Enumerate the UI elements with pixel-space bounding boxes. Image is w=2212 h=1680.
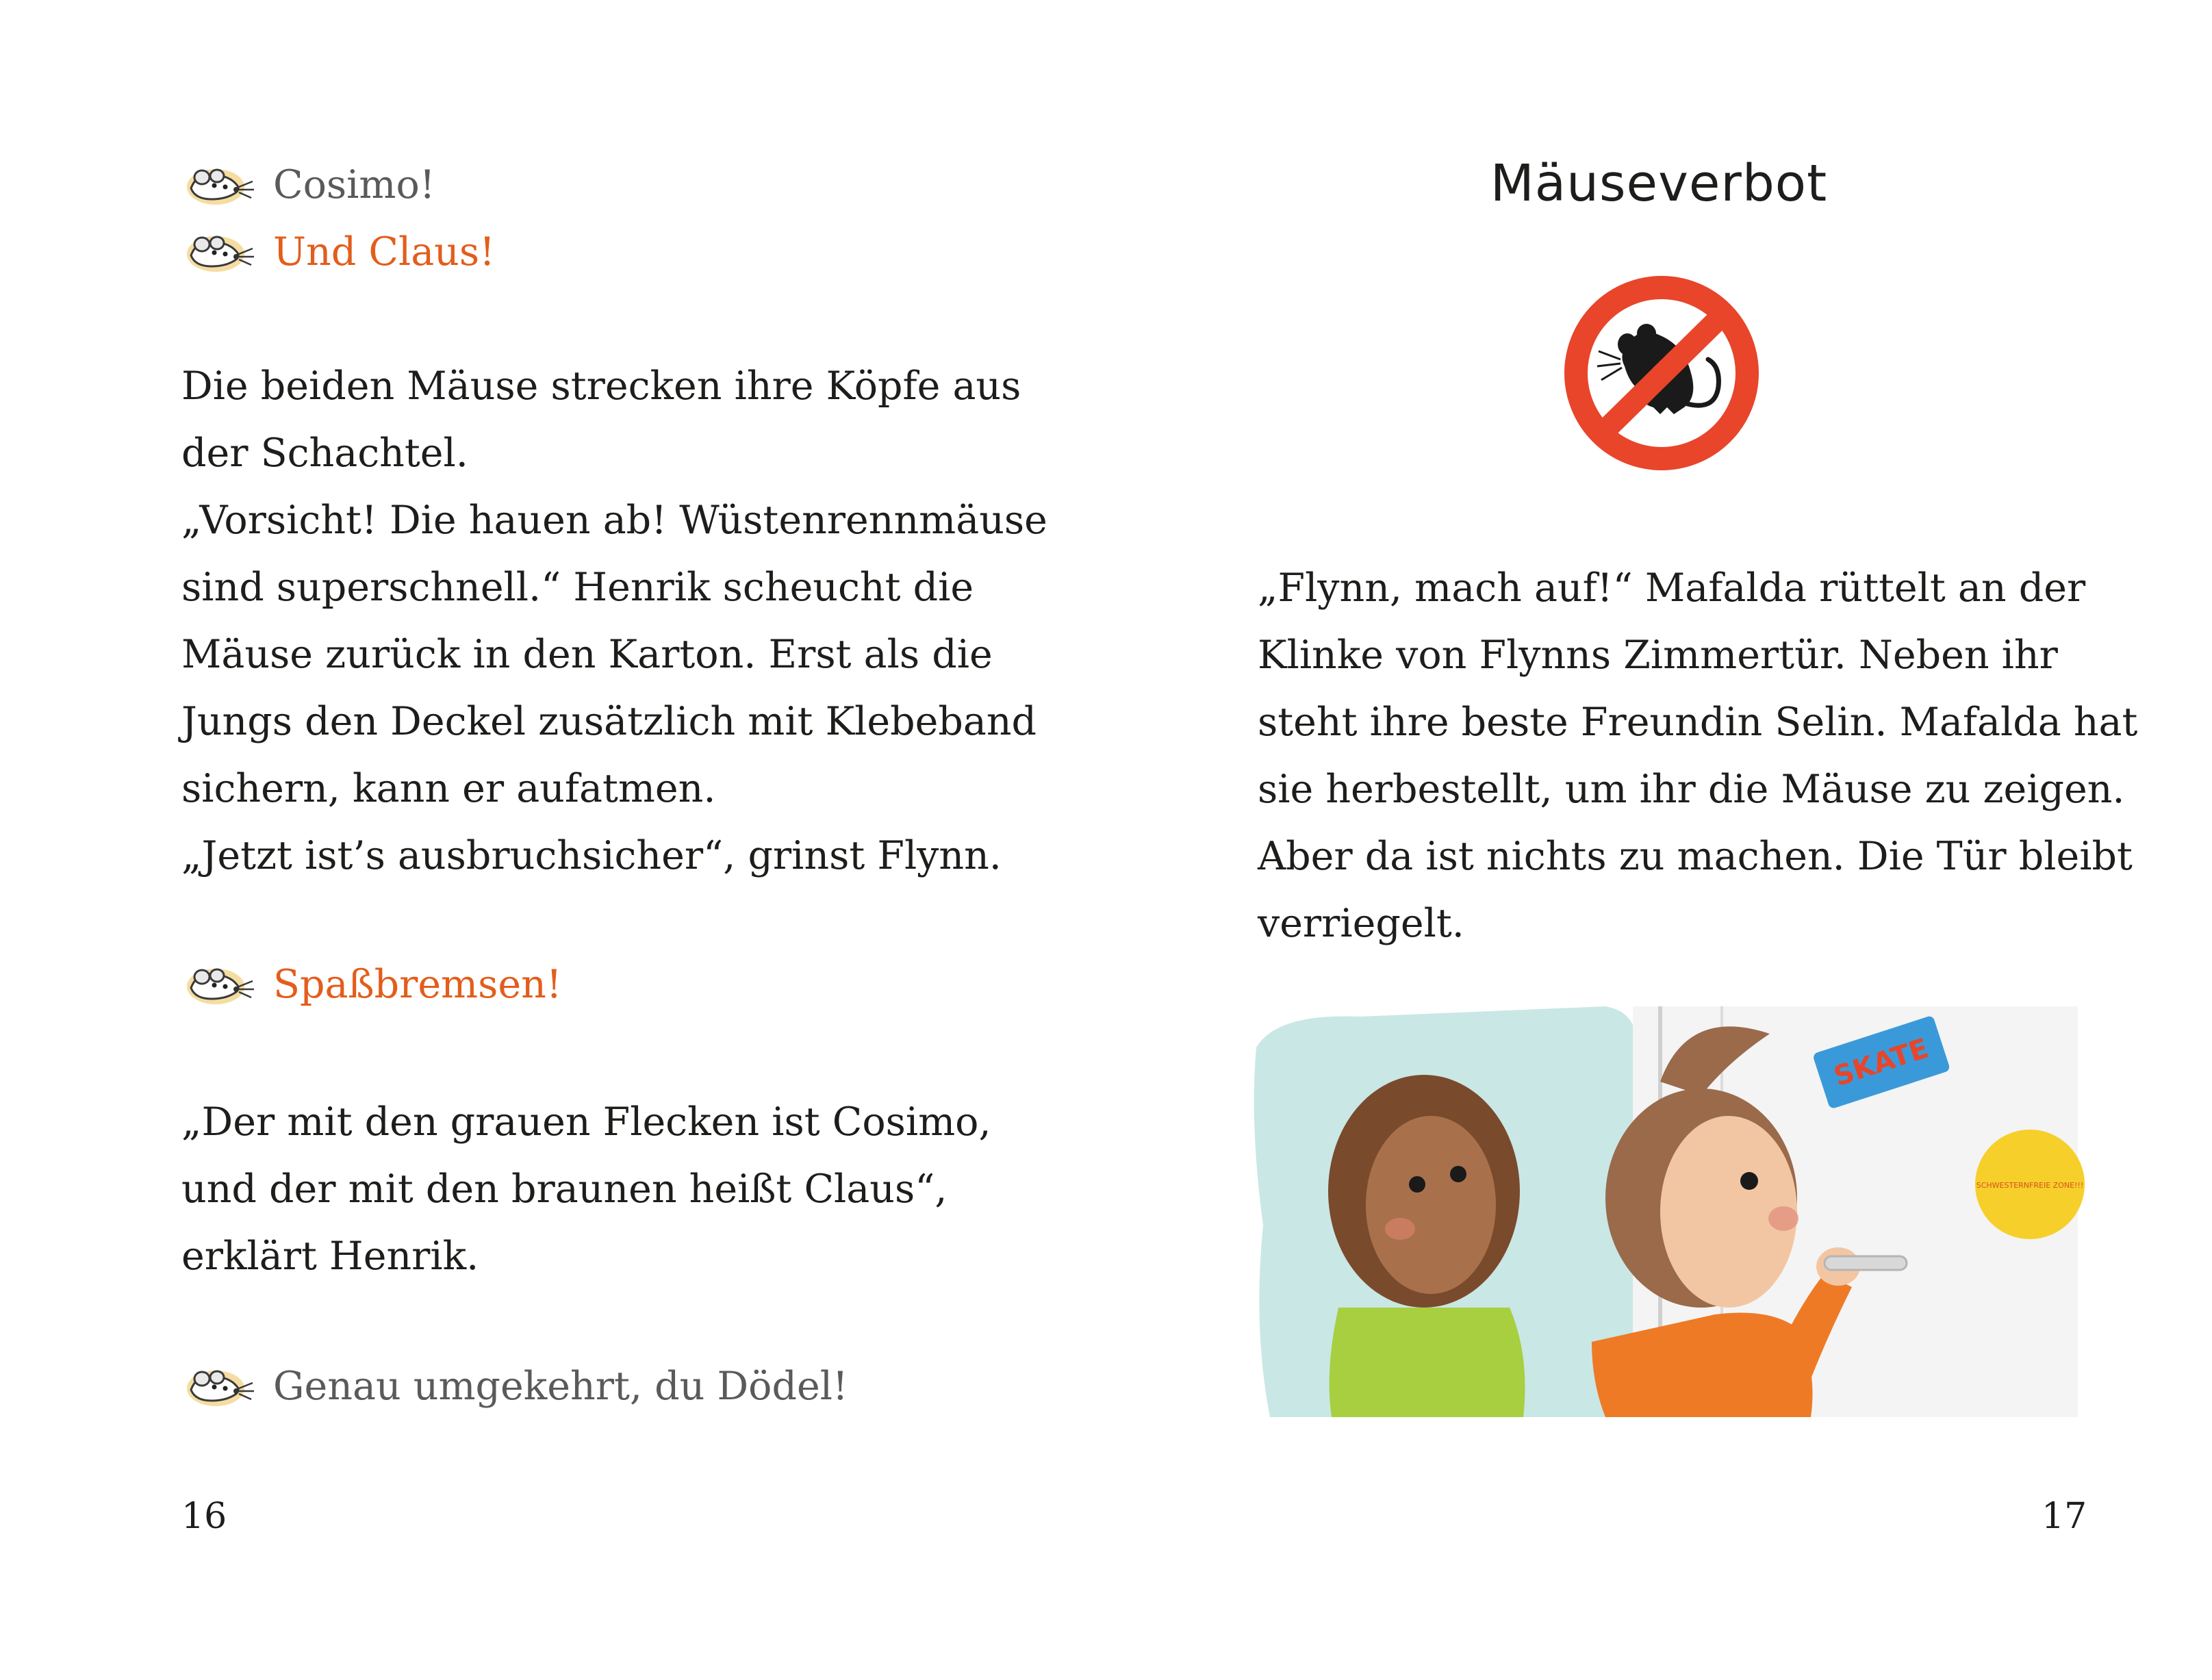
text-line: „Vorsicht! Die hauen ab! Wüstenrennmäuse xyxy=(181,498,1047,543)
text-line: Aber da ist nichts zu machen. Die Tür bleibt xyxy=(1258,834,2133,879)
mouse-icon xyxy=(181,161,257,209)
text-line: sind superschnell.“ Henrik scheucht die xyxy=(181,565,974,610)
speech-line-genau xyxy=(181,1352,848,1421)
speech-text: Spaßbremsen! xyxy=(273,962,562,1007)
round-sticker-text: SCHWESTERNFREIE ZONE!!! xyxy=(1976,1181,2084,1190)
text-line: steht ihre beste Freundin Selin. Mafalda hat xyxy=(1258,700,2138,745)
skate-sticker-text: SKATE xyxy=(1830,1032,1933,1093)
speech-line-cosimo xyxy=(181,151,435,219)
text-line: „Jetzt ist’s ausbruchsicher“, grinst Flynn. xyxy=(181,833,1002,878)
text-line: Klinke von Flynns Zimmertür. Neben ihr xyxy=(1258,633,2058,678)
text-line: sichern, kann er aufatmen. xyxy=(181,766,716,811)
speech-line-spassbremsen xyxy=(181,950,562,1019)
door-illustration xyxy=(1249,986,2098,1424)
text-line: „Der mit den grauen Flecken ist Cosimo, xyxy=(181,1099,991,1145)
text-line: Mäuse zurück in den Karton. Erst als die xyxy=(181,632,993,677)
speech-text: Genau umgekehrt, du Dödel! xyxy=(273,1364,848,1409)
no-mice-sign-icon xyxy=(1544,270,1780,476)
speech-text: Cosimo! xyxy=(273,162,435,207)
text-line: sie herbestellt, um ihr die Mäuse zu zeigen. xyxy=(1258,767,2125,812)
mouse-icon xyxy=(181,228,257,276)
text-line: Jungs den Deckel zusätzlich mit Klebeband xyxy=(181,699,1037,744)
text-line: verriegelt. xyxy=(1258,901,1464,946)
page-number: 17 xyxy=(2042,1496,2087,1537)
speech-text: Und Claus! xyxy=(273,229,496,275)
text-line: „Flynn, mach auf!“ Mafalda rüttelt an der xyxy=(1258,565,2086,611)
mouse-icon xyxy=(181,1362,257,1410)
text-line: Die beiden Mäuse strecken ihre Köpfe aus xyxy=(181,364,1021,409)
text-line: der Schachtel. xyxy=(181,431,468,476)
right-page xyxy=(1106,0,2212,1680)
speech-line-claus xyxy=(181,218,495,286)
text-line: erklärt Henrik. xyxy=(181,1234,479,1279)
mouse-icon xyxy=(181,960,257,1008)
chapter-title: Mäuseverbot xyxy=(1490,154,1828,213)
text-line: und der mit den braunen heißt Claus“, xyxy=(181,1167,948,1212)
page-number: 16 xyxy=(181,1496,227,1537)
